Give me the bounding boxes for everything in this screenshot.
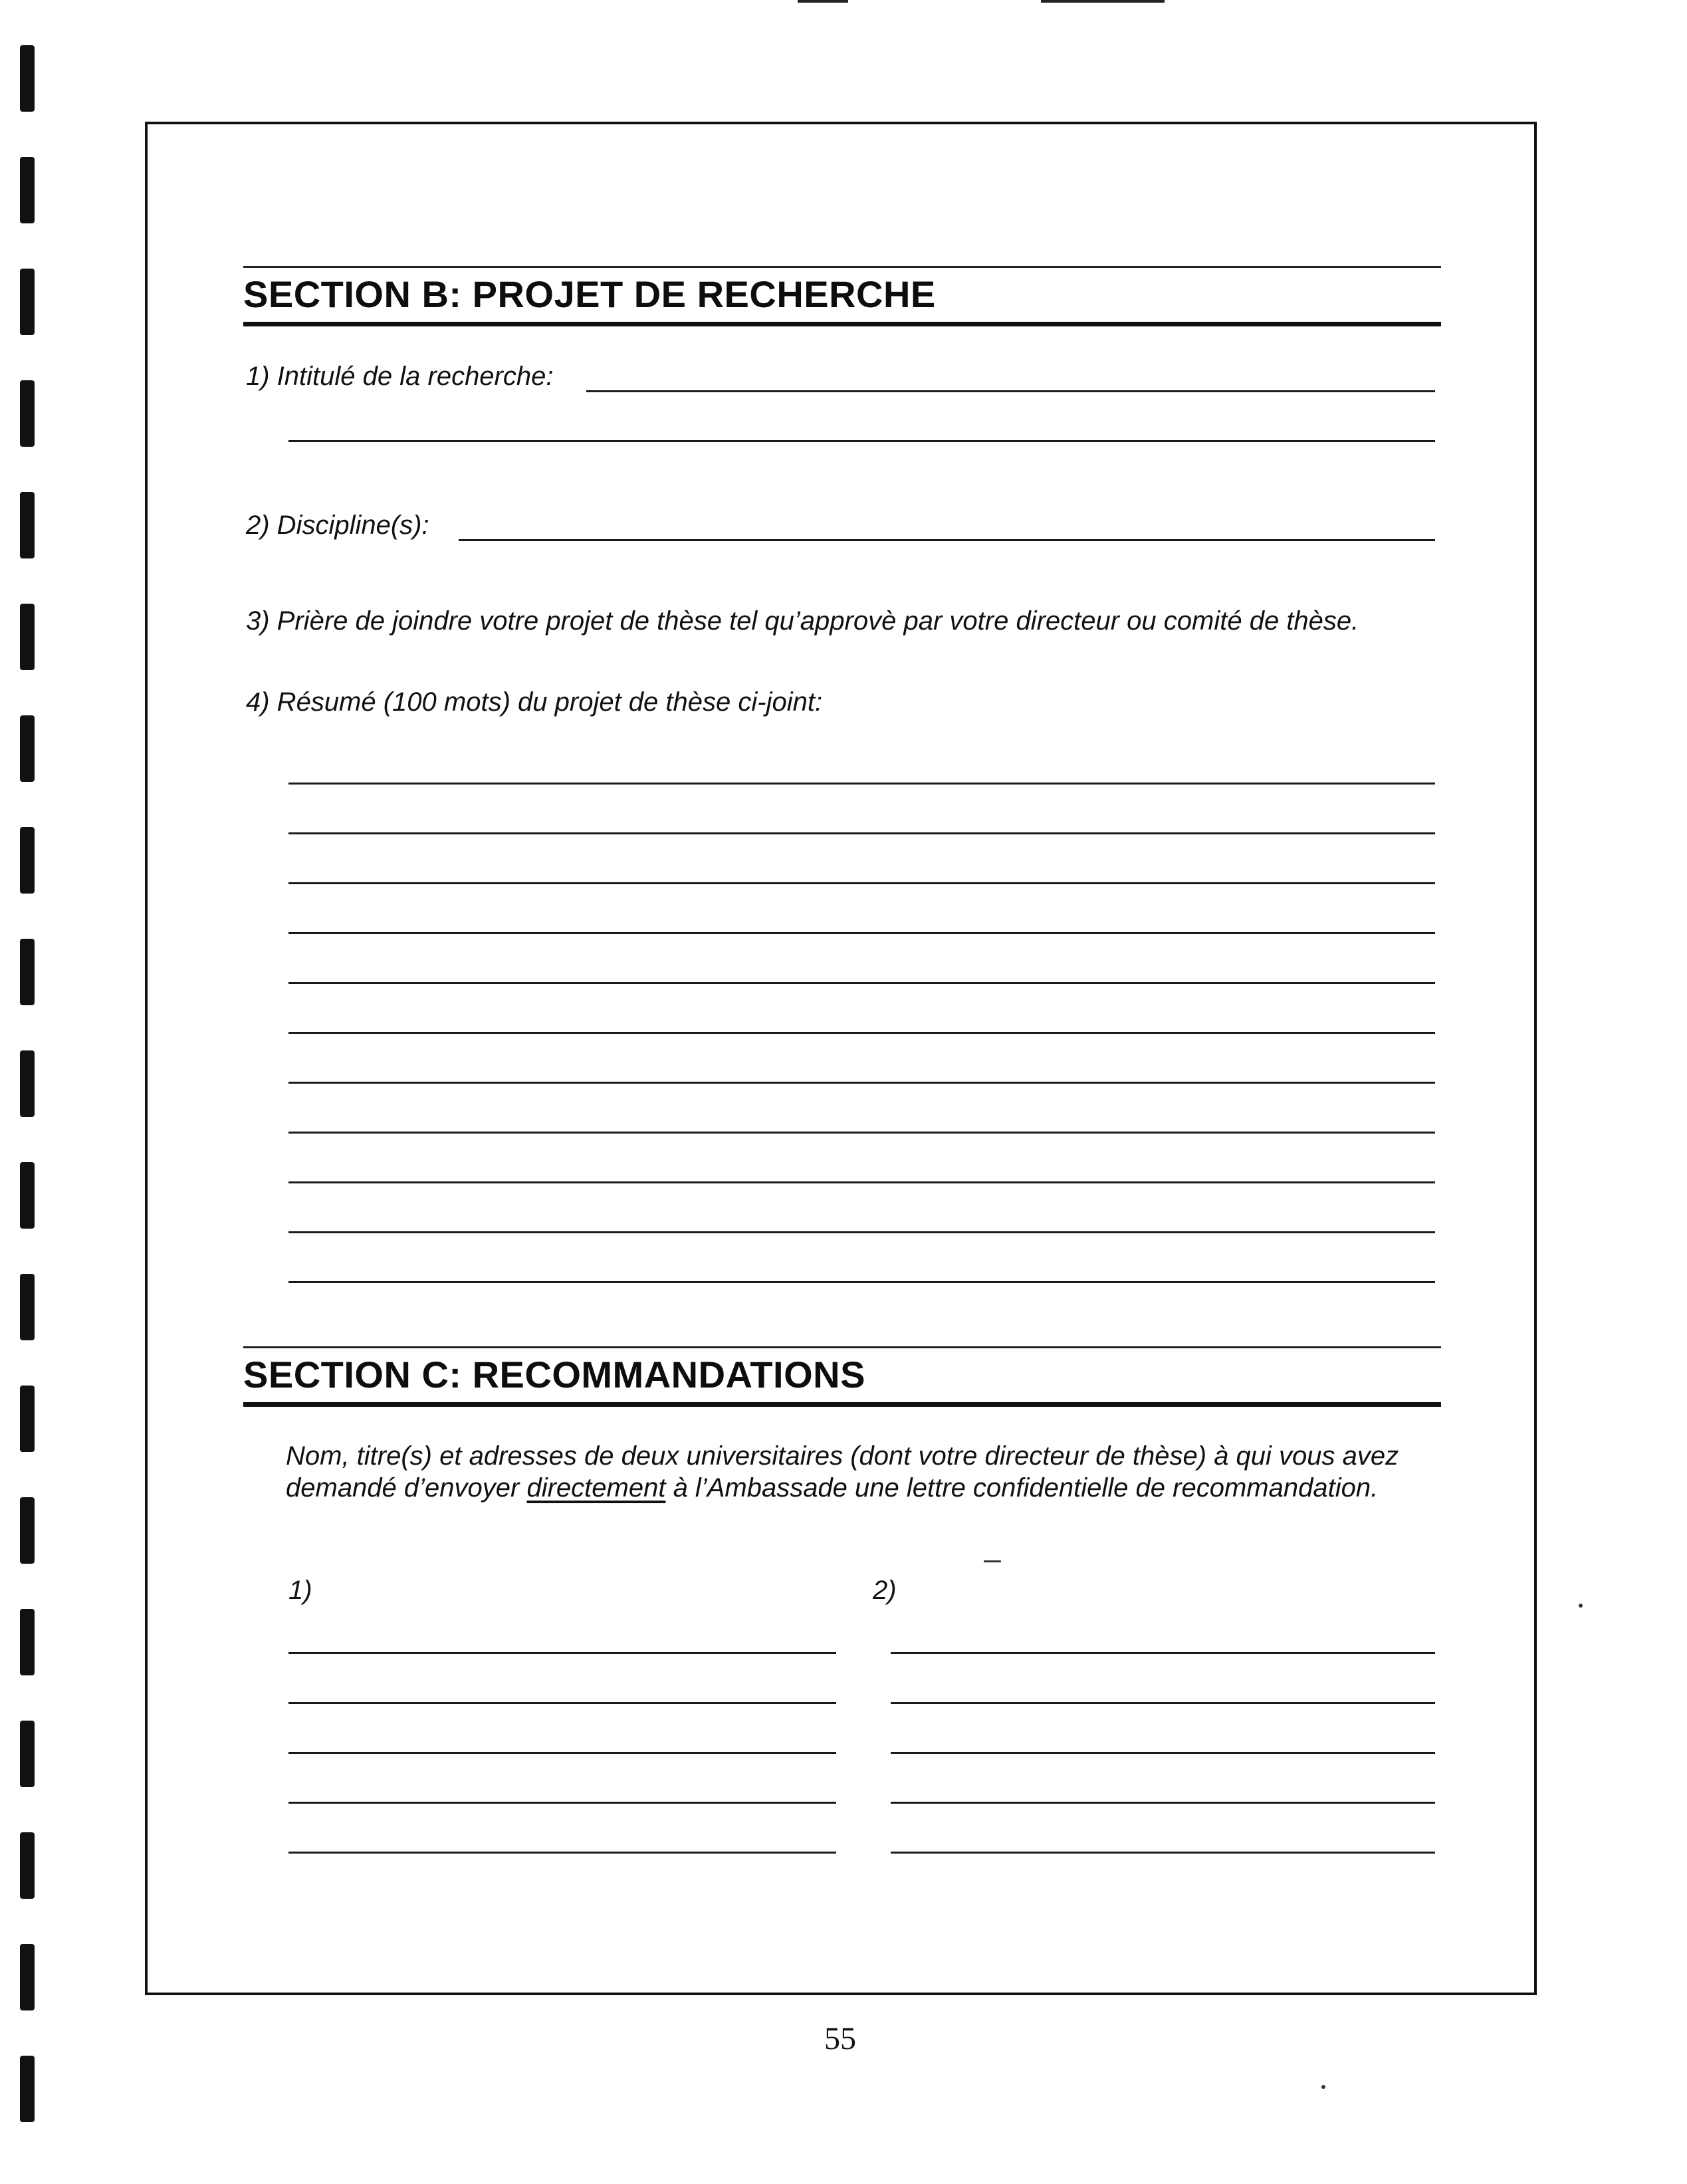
scan-speck [1579, 1604, 1583, 1608]
instructions-text: Nom, titre(s) et adresses de deux universitaires (dont votre directeur de thèse) à qui vous avez demandé d’envoyer [286, 1441, 1399, 1503]
binder-mark [20, 1050, 35, 1117]
summary-line[interactable] [288, 932, 1435, 934]
summary-line[interactable] [288, 1181, 1435, 1183]
summary-label: 4) Résumé (100 mots) du projet de thèse ci-joint: [246, 687, 823, 717]
summary-line[interactable] [288, 1132, 1435, 1134]
referee-2-line[interactable] [891, 1652, 1435, 1654]
binder-mark [20, 1609, 35, 1675]
summary-line[interactable] [288, 832, 1435, 834]
form-frame [145, 122, 1537, 1995]
binder-mark [20, 604, 35, 670]
referee-1-label: 1) [288, 1576, 312, 1605]
binder-mark [20, 2056, 35, 2122]
top-rule [798, 0, 848, 3]
referee-1-line[interactable] [288, 1752, 836, 1754]
recommendation-instructions [286, 1440, 1456, 1504]
binder-mark [20, 827, 35, 894]
binder-mark [20, 380, 35, 447]
scan-speck [984, 1560, 1001, 1562]
instructions-emphasis: directement [526, 1473, 666, 1503]
summary-line[interactable] [288, 882, 1435, 884]
summary-line[interactable] [288, 1281, 1435, 1283]
referee-1-line[interactable] [288, 1802, 836, 1804]
section-b-bottom-rule [243, 322, 1441, 326]
binder-mark [20, 715, 35, 782]
discipline-line[interactable] [459, 539, 1435, 541]
summary-line[interactable] [288, 783, 1435, 785]
research-title-line[interactable] [586, 390, 1435, 392]
binder-mark [20, 1944, 35, 2010]
referee-1-line[interactable] [288, 1702, 836, 1704]
binder-mark [20, 1386, 35, 1452]
binder-mark [20, 1162, 35, 1229]
binder-mark [20, 1832, 35, 1899]
binder-mark [20, 157, 35, 223]
referee-1-line[interactable] [288, 1652, 836, 1654]
binder-mark [20, 1721, 35, 1787]
binder-mark [20, 1274, 35, 1340]
summary-line[interactable] [288, 1032, 1435, 1034]
referee-2-line[interactable] [891, 1802, 1435, 1804]
binder-mark [20, 45, 35, 112]
binder-mark [20, 1497, 35, 1564]
referee-2-line[interactable] [891, 1852, 1435, 1854]
section-c-top-rule [243, 1346, 1441, 1348]
section-c-heading: SECTION C: RECOMMANDATIONS [243, 1354, 865, 1395]
binder-mark [20, 492, 35, 558]
page-number: 55 [824, 2021, 856, 2056]
referee-1-line[interactable] [288, 1852, 836, 1854]
research-title-line[interactable] [288, 440, 1435, 442]
binder-mark [20, 269, 35, 335]
summary-line[interactable] [288, 982, 1435, 984]
referee-2-label: 2) [873, 1576, 897, 1605]
instructions-text: à l’Ambassade une lettre confidentielle de recommandation. [665, 1473, 1379, 1503]
binder-mark [20, 939, 35, 1005]
summary-line[interactable] [288, 1082, 1435, 1084]
section-b-heading: SECTION B: PROJET DE RECHERCHE [243, 273, 936, 315]
summary-line[interactable] [288, 1231, 1435, 1233]
referee-2-line[interactable] [891, 1752, 1435, 1754]
referee-2-line[interactable] [891, 1702, 1435, 1704]
section-c-bottom-rule [243, 1402, 1441, 1407]
section-b-top-rule [243, 266, 1441, 268]
attach-project-instruction: 3) Prière de joindre votre projet de thèse tel qu’approvè par votre directeur ou comité de thèse. [246, 606, 1359, 636]
discipline-label: 2) Discipline(s): [246, 511, 429, 540]
scan-speck [1321, 2085, 1325, 2089]
top-rule [1041, 0, 1165, 3]
research-title-label: 1) Intitulé de la recherche: [246, 362, 554, 391]
